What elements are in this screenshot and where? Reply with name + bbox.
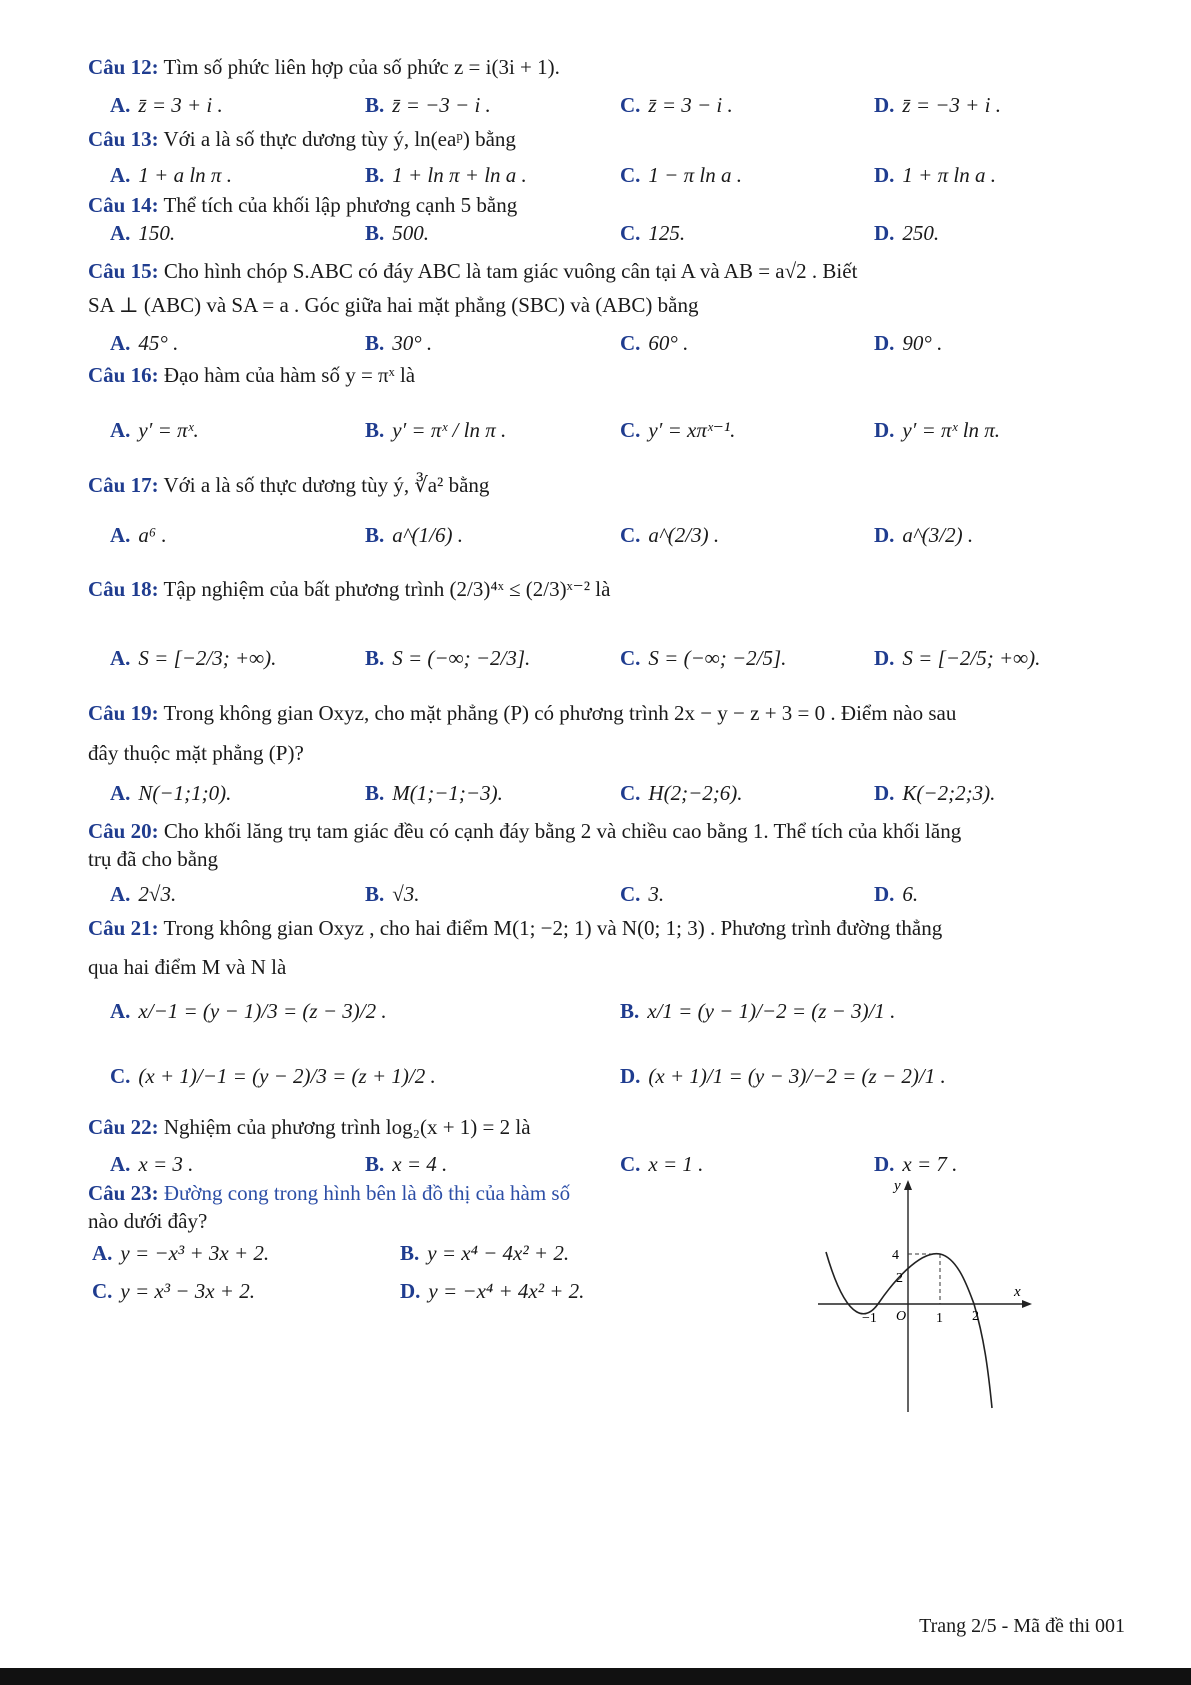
option-value: H(2;−2;6). bbox=[648, 781, 743, 805]
option-value: M(1;−1;−3). bbox=[392, 781, 503, 805]
option-label: B. bbox=[365, 418, 385, 442]
option-value: z̄ = −3 − i . bbox=[392, 93, 491, 117]
question-12 bbox=[88, 54, 560, 80]
option-a bbox=[92, 1240, 269, 1266]
x-axis-label: x bbox=[1014, 1284, 1021, 1300]
option-label: C. bbox=[620, 523, 641, 547]
option-label: A. bbox=[92, 1241, 113, 1265]
option-a bbox=[110, 330, 178, 356]
option-label: D. bbox=[874, 221, 895, 245]
option-c bbox=[92, 1278, 255, 1304]
option-value: x = 1 . bbox=[648, 1152, 704, 1176]
option-label: A. bbox=[110, 523, 131, 547]
option-value: (x + 1)/1 = (y − 3)/−2 = (z − 2)/1 . bbox=[648, 1064, 946, 1088]
option-value: K(−2;2;3). bbox=[902, 781, 996, 805]
option-d bbox=[620, 1063, 946, 1089]
question-text: Cho hình chóp S.ABC có đáy ABC là tam giác vuông cân tại A và AB = a√2 . Biết bbox=[163, 259, 858, 283]
option-value: x = 3 . bbox=[138, 1152, 194, 1176]
option-d bbox=[874, 881, 918, 907]
option-value: x = 4 . bbox=[392, 1152, 448, 1176]
option-label: D. bbox=[400, 1279, 421, 1303]
option-label: A. bbox=[110, 331, 131, 355]
option-value: z̄ = 3 + i . bbox=[138, 93, 223, 117]
option-b bbox=[365, 645, 530, 671]
question-text: Trong không gian Oxyz , cho hai điểm M(1; −2; 1) và N(0; 1; 3) . Phương trình đường thẳng bbox=[163, 916, 943, 940]
question-text: Đường cong trong hình bên là đồ thị của hàm số bbox=[163, 1181, 571, 1205]
option-label: A. bbox=[110, 781, 131, 805]
option-d bbox=[874, 645, 1040, 671]
option-b bbox=[365, 330, 432, 356]
question-15 bbox=[88, 258, 857, 284]
question-text-continued: qua hai điểm M và N là bbox=[88, 955, 287, 979]
option-b bbox=[620, 998, 895, 1024]
option-value: 3. bbox=[648, 882, 665, 906]
question-number: Câu 15: bbox=[88, 259, 159, 283]
question-number: Câu 23: bbox=[88, 1181, 159, 1205]
option-c bbox=[620, 417, 735, 443]
option-label: A. bbox=[110, 1152, 131, 1176]
question-text-continued: SA ⊥ (ABC) và SA = a . Góc giữa hai mặt phẳng (SBC) và (ABC) bằng bbox=[88, 293, 699, 317]
question-16 bbox=[88, 362, 415, 388]
question-text: Nghiệm của phương trình log₂(x + 1) = 2 là bbox=[163, 1115, 531, 1139]
question-20 bbox=[88, 818, 961, 844]
option-c bbox=[110, 1063, 436, 1089]
option-value: S = [−2/5; +∞). bbox=[902, 646, 1041, 670]
question-13 bbox=[88, 126, 516, 152]
option-label: C. bbox=[110, 1064, 131, 1088]
question-number: Câu 12: bbox=[88, 55, 159, 79]
option-a bbox=[110, 780, 231, 806]
option-c bbox=[620, 881, 664, 907]
option-b bbox=[365, 522, 463, 548]
option-b bbox=[365, 92, 491, 118]
option-value: x = 7 . bbox=[902, 1152, 958, 1176]
option-label: B. bbox=[365, 523, 385, 547]
option-b bbox=[365, 220, 429, 246]
option-a bbox=[110, 1151, 193, 1177]
option-c bbox=[620, 162, 742, 188]
option-a bbox=[110, 998, 387, 1024]
option-label: B. bbox=[365, 221, 385, 245]
option-label: D. bbox=[874, 882, 895, 906]
option-label: A. bbox=[110, 163, 131, 187]
option-label: D. bbox=[874, 93, 895, 117]
option-label: C. bbox=[620, 93, 641, 117]
option-value: 1 + ln π + ln a . bbox=[392, 163, 527, 187]
origin-label: O bbox=[896, 1309, 907, 1324]
option-label: D. bbox=[874, 1152, 895, 1176]
option-a bbox=[110, 92, 223, 118]
tick-label-x2: 2 bbox=[972, 1309, 979, 1324]
option-value: a^(1/6) . bbox=[392, 523, 463, 547]
option-value: a^(3/2) . bbox=[902, 523, 974, 547]
question-text: Tìm số phức liên hợp của số phức z = i(3i + 1). bbox=[163, 55, 560, 79]
option-value: 2√3. bbox=[138, 882, 177, 906]
tick-label-y2: 2 bbox=[896, 1271, 903, 1286]
option-label: B. bbox=[365, 163, 385, 187]
tick-label-xm1: −1 bbox=[862, 1311, 877, 1326]
option-c bbox=[620, 522, 719, 548]
question-text: Thể tích của khối lập phương cạnh 5 bằng bbox=[163, 193, 518, 217]
option-label: B. bbox=[365, 646, 385, 670]
option-b bbox=[365, 162, 527, 188]
option-value: S = (−∞; −2/3]. bbox=[392, 646, 531, 670]
option-c bbox=[620, 780, 742, 806]
question-number: Câu 14: bbox=[88, 193, 159, 217]
question-number: Câu 17: bbox=[88, 473, 159, 497]
option-value: √3. bbox=[392, 882, 420, 906]
option-b bbox=[365, 417, 506, 443]
option-label: B. bbox=[365, 93, 385, 117]
option-c bbox=[620, 645, 786, 671]
question-22 bbox=[88, 1114, 531, 1140]
option-value: y = x⁴ − 4x² + 2. bbox=[427, 1241, 570, 1265]
option-label: B. bbox=[365, 882, 385, 906]
option-label: C. bbox=[620, 331, 641, 355]
option-label: D. bbox=[620, 1064, 641, 1088]
page-footer: Trang 2/5 - Mã đề thi 001 bbox=[919, 1615, 1125, 1637]
option-c bbox=[620, 330, 688, 356]
option-label: B. bbox=[400, 1241, 420, 1265]
option-value: 45° . bbox=[138, 331, 179, 355]
option-d bbox=[874, 220, 939, 246]
option-label: C. bbox=[620, 781, 641, 805]
option-label: C. bbox=[92, 1279, 113, 1303]
option-value: N(−1;1;0). bbox=[138, 781, 232, 805]
graph-curve bbox=[826, 1252, 992, 1408]
option-value: 6. bbox=[902, 882, 919, 906]
option-label: B. bbox=[365, 331, 385, 355]
option-d bbox=[874, 162, 996, 188]
question-text: Trong không gian Oxyz, cho mặt phẳng (P) có phương trình 2x − y − z + 3 = 0 . Điểm nào sau bbox=[163, 701, 957, 725]
option-label: A. bbox=[110, 999, 131, 1023]
option-value: 90° . bbox=[902, 331, 943, 355]
option-value: y = −x³ + 3x + 2. bbox=[120, 1241, 270, 1265]
tick-label-y4: 4 bbox=[892, 1248, 899, 1263]
option-c bbox=[620, 220, 685, 246]
option-label: B. bbox=[365, 781, 385, 805]
option-value: 1 + π ln a . bbox=[902, 163, 996, 187]
option-value: z̄ = 3 − i . bbox=[648, 93, 733, 117]
option-a bbox=[110, 220, 175, 246]
option-value: y′ = xπˣ⁻¹. bbox=[648, 418, 736, 442]
option-b bbox=[400, 1240, 569, 1266]
option-value: 125. bbox=[648, 221, 686, 245]
function-graph bbox=[808, 1178, 1038, 1418]
option-d bbox=[400, 1278, 584, 1304]
option-value: 60° . bbox=[648, 331, 689, 355]
option-label: D. bbox=[874, 523, 895, 547]
question-18 bbox=[88, 576, 610, 602]
option-c bbox=[620, 92, 733, 118]
option-label: C. bbox=[620, 163, 641, 187]
option-label: D. bbox=[874, 418, 895, 442]
option-b bbox=[365, 881, 420, 907]
question-text: Với a là số thực dương tùy ý, ∛a² bằng bbox=[163, 473, 490, 497]
bottom-border bbox=[0, 1668, 1191, 1685]
question-text: Cho khối lăng trụ tam giác đều có cạnh đáy bằng 2 và chiều cao bằng 1. Thể tích của khối lăng bbox=[163, 819, 962, 843]
option-value: y = −x⁴ + 4x² + 2. bbox=[428, 1279, 585, 1303]
question-14 bbox=[88, 192, 517, 218]
option-d bbox=[874, 522, 973, 548]
option-label: C. bbox=[620, 221, 641, 245]
option-a bbox=[110, 162, 232, 188]
option-d bbox=[874, 330, 942, 356]
option-value: a^(2/3) . bbox=[648, 523, 720, 547]
option-label: A. bbox=[110, 418, 131, 442]
question-text-continued: nào dưới đây? bbox=[88, 1209, 208, 1233]
option-value: x/1 = (y − 1)/−2 = (z − 3)/1 . bbox=[647, 999, 896, 1023]
question-19 bbox=[88, 700, 956, 726]
option-label: C. bbox=[620, 646, 641, 670]
question-text-continued: trụ đã cho bằng bbox=[88, 847, 219, 871]
option-b bbox=[365, 1151, 447, 1177]
option-label: C. bbox=[620, 1152, 641, 1176]
option-value: 30° . bbox=[392, 331, 433, 355]
option-value: x/−1 = (y − 1)/3 = (z − 3)/2 . bbox=[138, 999, 387, 1023]
option-c bbox=[620, 1151, 703, 1177]
question-23 bbox=[88, 1180, 570, 1206]
option-label: C. bbox=[620, 418, 641, 442]
option-value: S = (−∞; −2/5]. bbox=[648, 646, 787, 670]
option-label: D. bbox=[874, 781, 895, 805]
question-number: Câu 20: bbox=[88, 819, 159, 843]
x-axis-arrow bbox=[1022, 1300, 1032, 1308]
option-label: A. bbox=[110, 646, 131, 670]
question-text: Đạo hàm của hàm số y = πˣ là bbox=[163, 363, 416, 387]
y-axis-arrow bbox=[904, 1180, 912, 1190]
option-value: y′ = πˣ. bbox=[138, 418, 199, 442]
y-axis-label: y bbox=[894, 1178, 901, 1194]
question-number: Câu 21: bbox=[88, 916, 159, 940]
option-label: A. bbox=[110, 221, 131, 245]
option-a bbox=[110, 417, 199, 443]
option-label: D. bbox=[874, 331, 895, 355]
question-21 bbox=[88, 915, 942, 941]
option-value: (x + 1)/−1 = (y − 2)/3 = (z + 1)/2 . bbox=[138, 1064, 436, 1088]
option-d bbox=[874, 92, 1001, 118]
option-value: 500. bbox=[392, 221, 430, 245]
option-value: 1 + a ln π . bbox=[138, 163, 232, 187]
option-label: D. bbox=[874, 646, 895, 670]
question-number: Câu 13: bbox=[88, 127, 159, 151]
option-label: D. bbox=[874, 163, 895, 187]
option-d bbox=[874, 780, 995, 806]
option-a bbox=[110, 522, 167, 548]
option-value: y′ = πˣ ln π. bbox=[902, 418, 1001, 442]
option-b bbox=[365, 780, 503, 806]
option-label: A. bbox=[110, 93, 131, 117]
option-value: 250. bbox=[902, 221, 940, 245]
option-value: 150. bbox=[138, 221, 176, 245]
option-label: B. bbox=[620, 999, 640, 1023]
option-value: 1 − π ln a . bbox=[648, 163, 742, 187]
option-value: z̄ = −3 + i . bbox=[902, 93, 1001, 117]
option-a bbox=[110, 881, 176, 907]
option-d bbox=[874, 417, 1000, 443]
question-number: Câu 19: bbox=[88, 701, 159, 725]
question-text-continued: đây thuộc mặt phẳng (P)? bbox=[88, 741, 304, 765]
question-number: Câu 22: bbox=[88, 1115, 159, 1139]
option-value: a⁶ . bbox=[138, 523, 167, 547]
option-value: y = x³ − 3x + 2. bbox=[120, 1279, 255, 1303]
tick-label-x1: 1 bbox=[936, 1311, 943, 1326]
question-number: Câu 16: bbox=[88, 363, 159, 387]
question-number: Câu 18: bbox=[88, 577, 159, 601]
option-value: y′ = πˣ / ln π . bbox=[392, 418, 507, 442]
option-value: S = [−2/3; +∞). bbox=[138, 646, 277, 670]
option-d bbox=[874, 1151, 957, 1177]
option-label: B. bbox=[365, 1152, 385, 1176]
option-label: A. bbox=[110, 882, 131, 906]
option-label: C. bbox=[620, 882, 641, 906]
question-17 bbox=[88, 472, 489, 498]
question-text: Với a là số thực dương tùy ý, ln(eaᵖ) bằng bbox=[163, 127, 516, 151]
option-a bbox=[110, 645, 276, 671]
question-text: Tập nghiệm của bất phương trình (2/3)⁴ˣ ≤ (2/3)ˣ⁻² là bbox=[163, 577, 611, 601]
